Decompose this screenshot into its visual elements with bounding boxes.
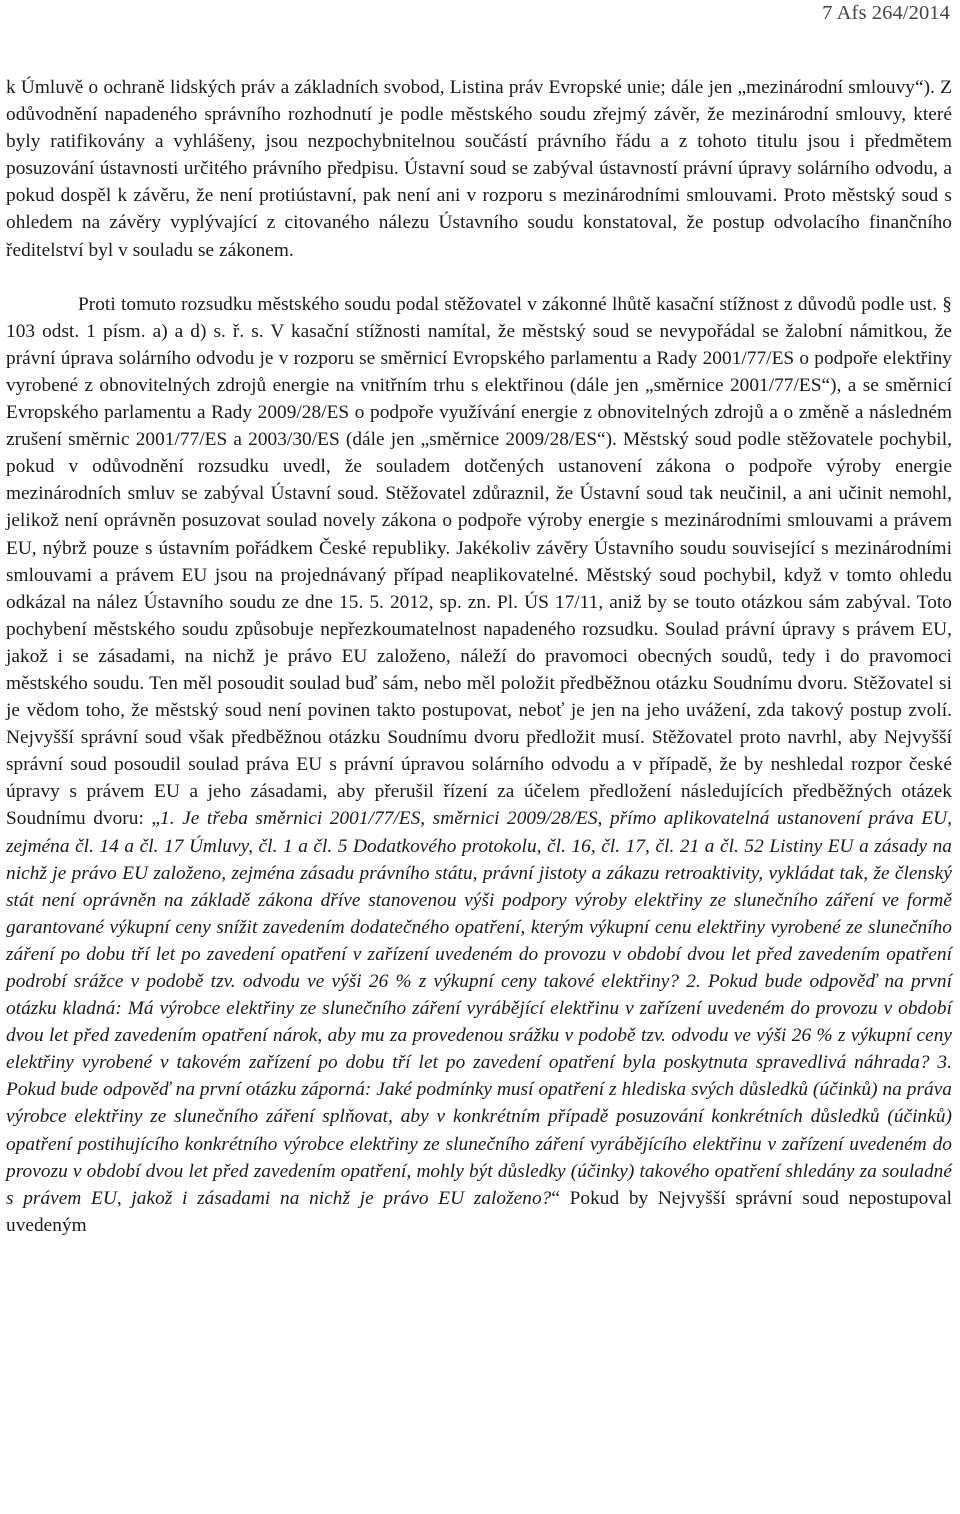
paragraph-2-text: Proti tomuto rozsudku městského soudu podal stěžovatel v zákonné lhůtě kasační stížnost z důvodů podle ust. § 103 odst. 1 písm. a) a d) s. ř. s. V kasační stížnosti namítal, že městský soud se nevypořádal se žalobní námitkou, že právní úprava solárního odvodu je v rozporu se směrnicí Evropského parlamentu a Rady 2001/77/ES o podpoře elektřiny vyrobené z obnovitelných zdrojů energie na vnitřním trhu s elektřinou (dále jen „směrnice 2001/77/ES“), a se směrnicí Evropského parlamentu a Rady 2009/28/ES o podpoře využívání energie z obnovitelných zdrojů a o změně a následném zrušení směrnic 2001/77/ES a 2003/30/ES (dále jen „směrnice 2009/28/ES“). Městský soud podle stěžovatele pochybil, pokud v odůvodnění rozsudku uvedl, že souladem dotčených ustanovení zákona o podpoře výroby energie mezinárodních smluv se zabýval Ústavní soud. Stěžovatel zdůraznil, že Ústavní soud tak neučinil, a ani učinit nemohl, jelikož není oprávněn posuzovat soulad novely zákona o podpoře výroby energie s mezinárodními smlouvami a právem EU, nýbrž pouze s ústavním pořádkem České republiky. Jakékoliv závěry Ústavního soudu související s mezinárodními smlouvami a právem EU jsou na projednávaný případ neaplikovatelné. Městský soud pochybil, když v tomto ohledu odkázal na nález Ústavního soudu ze dne 15. 5. 2012, sp. zn. Pl. ÚS 17/11, aniž by se touto otázkou sám zabýval. Toto pochybení městského soudu způsobuje nepřezkoumatelnost napadeného rozsudku. Soulad právní úpravy s právem EU, jakož i se zásadami, na nichž je právo EU založeno, náleží do pravomoci obecných soudů, tedy i do pravomoci městského soudu. Ten měl posoudit soulad buď sám, nebo měl položit předběžnou otázku Soudnímu dvoru. Stěžovatel si je vědom toho, že městský soud není povinen takto postupovat, neboť je jen na jeho uvážení, zda takový postup zvolí. Nejvyšší správní soud však předběžnou otázku Soudnímu dvoru předložit musí. Stěžovatel proto navrhl, aby Nejvyšší správní soud posoudil soulad práva EU s právní úpravou solárního odvodu a v případě, že by neshledal rozpor české úpravy s právem EU a jeho zásadami, aby přerušil řízení za účelem předložení následujících předběžných otázek Soudnímu dvoru: „ [6, 293, 952, 830]
paragraph-1-text: k Úmluvě o ochraně lidských práv a základních svobod, Listina práv Evropské unie; dále jen „mezinárodní smlouvy“). Z odůvodnění napadeného správního rozhodnutí je podle městského soudu zřejmý závěr, že mezinárodní smlouvy, které byly ratifikovány a vyhlášeny, jsou nezpochybnitelnou součástí právního řádu a z tohoto titulu jsou i předmětem posuzování ústavnosti určitého právního předpisu. Ústavní soud se zabýval ústavností právní úpravy solárního odvodu, a pokud dospěl k závěru, že není protiústavní, pak není ani v rozporu s mezinárodními smlouvami. Proto městský soud s ohledem na závěry vyplývající z citovaného nálezu Ústavního soudu konstatoval, že postup odvolacího finančního ředitelství byl v souladu se zákonem. [6, 77, 952, 261]
document-body [6, 74, 952, 1239]
case-number: 7 Afs 264/2014 [822, 2, 950, 24]
preliminary-questions-quote: 1. Je třeba směrnici 2001/77/ES, směrnici 2009/28/ES, přímo aplikovatelná ustanovení práva EU, zejména čl. 14 a čl. 17 Úmluvy, čl. 1 a čl. 5 Dodatkového protokolu, čl. 16, čl. 17, čl. 21 a čl. 52 Listiny EU a zásady na nichž je právo EU založeno, zejména zásadu právního státu, právní jistoty a zákazu retroaktivity, vykládat tak, že členský stát není oprávněn na základě zákona dříve stanovenou výši podpory výroby elektřiny ze slunečního záření ve formě garantované výkupní ceny snížit zavedením dodatečného opatření, kterým výkupní cenu elektřiny vyrobené ze slunečního záření po dobu tří let po zavedení opatření v zařízení uvedeném do provozu v období dvou let před zavedením opatření podrobí srážce v podobě tzv. odvodu ve výši 26 % z výkupní ceny takové elektřiny? 2. Pokud bude odpověď na první otázku kladná: Má výrobce elektřiny ze slunečního záření vyrábějící elektřinu v zařízení uvedeném do provozu v období dvou let před zavedením opatření nárok, aby mu za provedenou srážku v podobě tzv. odvodu ve výši 26 % z výkupní ceny elektřiny vyrobené v takovém zařízení po dobu tří let po zavedení opatření byla poskytnuta spravedlivá náhrada? 3. Pokud bude odpověď na první otázku záporná: Jaké podmínky musí opatření z hlediska svých důsledků (účinků) na práva výrobce elektřiny ze slunečního záření splňovat, aby v konkrétním případě posuzování konkrétních důsledků (účinků) opatření postihujícího konkrétního výrobce elektřiny ze slunečního záření vyrábějícího elektřinu v zařízení uvedeném do provozu v období dvou let před zavedením opatření, mohly být důsledky (účinky) takového opatření shledány za souladné s právem EU, jakož i zásadami na nichž je právo EU založeno? [6, 808, 953, 1209]
paragraph-2-continuation: “ Pokud by Nejvyšší správní soud nepostupoval uvedeným [6, 1187, 952, 1236]
paragraph-1 [6, 74, 952, 264]
paragraph-2 [6, 291, 952, 1239]
